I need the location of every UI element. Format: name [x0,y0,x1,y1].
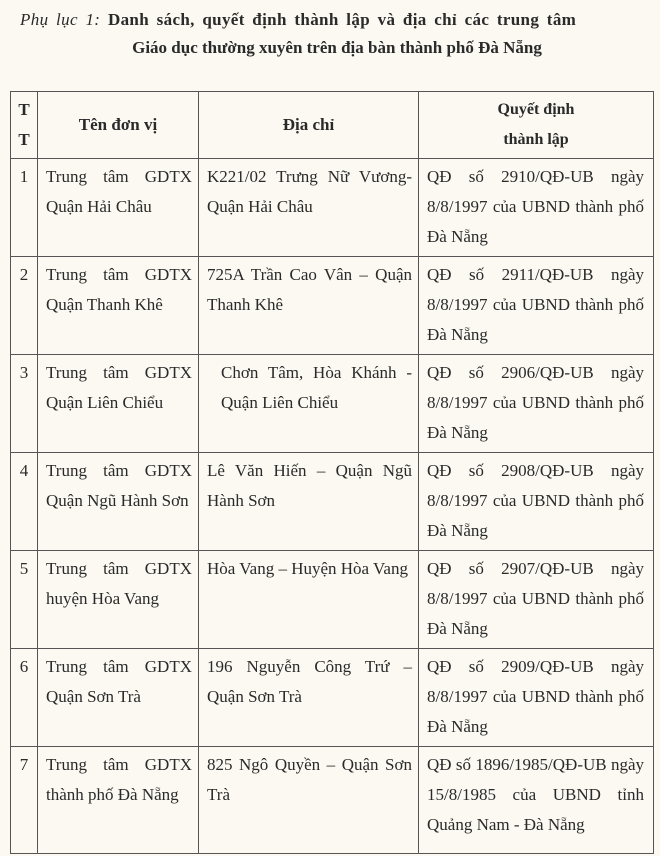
header-address: Địa chỉ [199,92,419,159]
header-unit-name: Tên đơn vị [38,92,199,159]
unit-name: Trung tâm GDTX Quận Hải Châu [38,159,199,257]
address: 196 Nguyễn Công Trứ – Quận Sơn Trà [199,649,419,747]
centers-table [10,91,654,854]
decision: QĐ số 2909/QĐ-UB ngày 8/8/1997 của UBND thành phố Đà Nẵng [419,649,654,747]
title-line-1 [0,6,660,34]
decision: QĐ số 2906/QĐ-UB ngày 8/8/1997 của UBND thành phố Đà Nẵng [419,355,654,453]
row-number: 2 [11,257,38,355]
document-title [0,6,660,62]
table-row [11,747,654,854]
header-row [11,92,654,159]
table-row [11,453,654,551]
row-number: 4 [11,453,38,551]
row-number: 5 [11,551,38,649]
unit-name: Trung tâm GDTX huyện Hòa Vang [38,551,199,649]
unit-name: Trung tâm GDTX Quận Liên Chiểu [38,355,199,453]
decision: QĐ số 2911/QĐ-UB ngày 8/8/1997 của UBND thành phố Đà Nẵng [419,257,654,355]
address: Lê Văn Hiến – Quận Ngũ Hành Sơn [199,453,419,551]
table-row [11,355,654,453]
address: K221/02 Trưng Nữ Vương- Quận Hải Châu [199,159,419,257]
table-row [11,551,654,649]
header-tt: T T [11,92,38,159]
row-number: 3 [11,355,38,453]
row-number: 6 [11,649,38,747]
address: Hòa Vang – Huyện Hòa Vang [199,551,419,649]
unit-name: Trung tâm GDTX Quận Thanh Khê [38,257,199,355]
header-decision: Quyết định thành lập [419,92,654,159]
row-number: 7 [11,747,38,854]
address: 725A Trần Cao Vân – Quận Thanh Khê [199,257,419,355]
unit-name: Trung tâm GDTX Quận Ngũ Hành Sơn [38,453,199,551]
decision: QĐ số 2910/QĐ-UB ngày 8/8/1997 của UBND thành phố Đà Nẵng [419,159,654,257]
decision: QĐ số 2908/QĐ-UB ngày 8/8/1997 của UBND thành phố Đà Nẵng [419,453,654,551]
address: 825 Ngô Quyền – Quận Sơn Trà [199,747,419,854]
title-line-2: Giáo dục thường xuyên trên địa bàn thành phố Đà Nẵng [132,38,542,57]
table-row [11,159,654,257]
address: Chơn Tâm, Hòa Khánh - Quận Liên Chiểu [199,355,419,453]
table-row [11,649,654,747]
row-number: 1 [11,159,38,257]
appendix-label: Phụ lục 1: [20,10,101,29]
unit-name: Trung tâm GDTX thành phố Đà Nẵng [38,747,199,854]
decision: QĐ số 1896/1985/QĐ-UB ngày 15/8/1985 của UBND tỉnh Quảng Nam - Đà Nẵng [419,747,654,854]
table-row [11,257,654,355]
title-text-1: Danh sách, quyết định thành lập và địa chỉ các trung tâm [107,10,577,29]
decision: QĐ số 2907/QĐ-UB ngày 8/8/1997 của UBND thành phố Đà Nẵng [419,551,654,649]
unit-name: Trung tâm GDTX Quận Sơn Trà [38,649,199,747]
